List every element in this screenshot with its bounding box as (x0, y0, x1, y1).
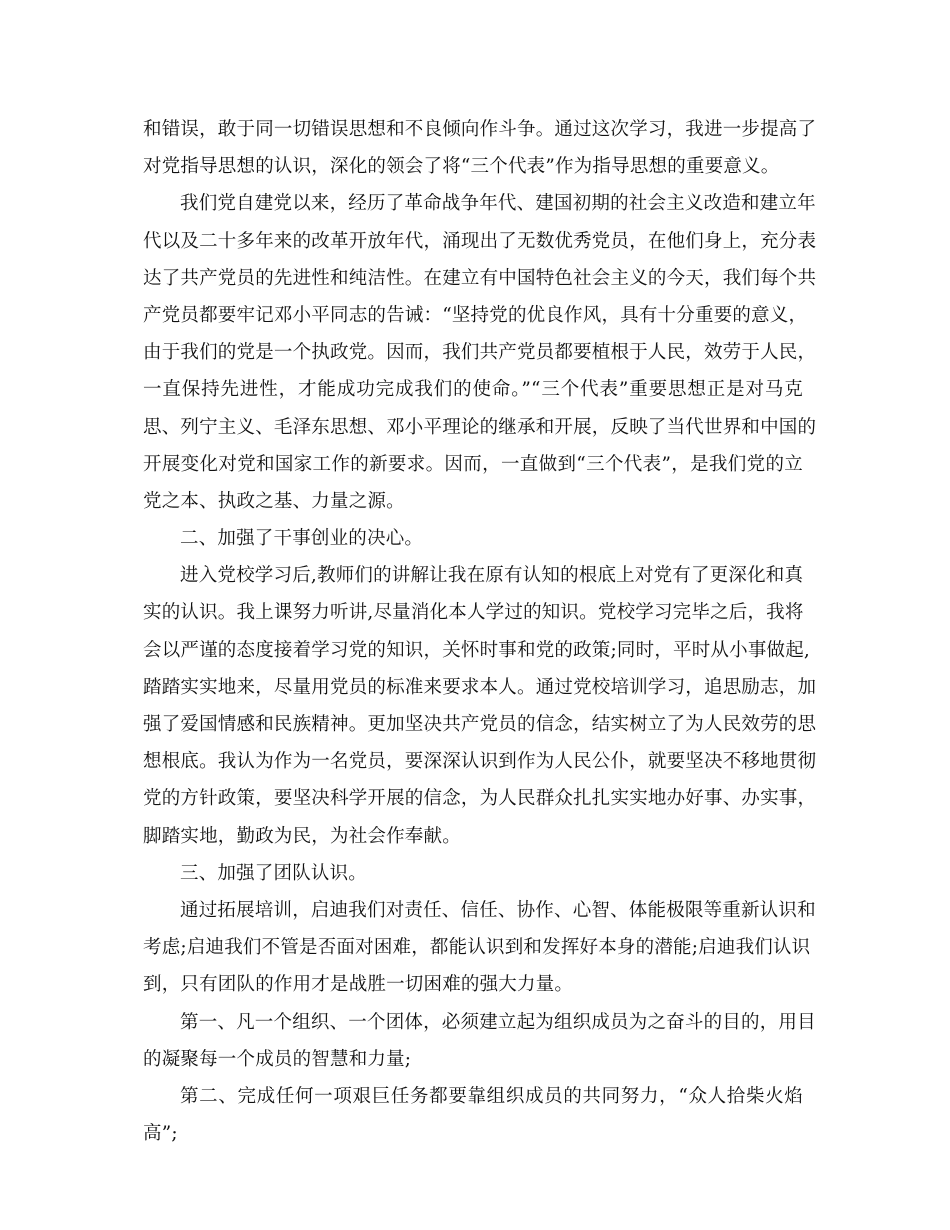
text-line: 和错误，敢于同一切错误思想和不良倾向作斗争。通过这次学习，我进一步提高了 (143, 119, 817, 140)
text-line: 第二、完成任何一项艰巨任务都要靠组织成员的共同努力，“众人拾柴火焰 (180, 1085, 803, 1107)
heading-line: 二、加强了干事创业的决心。 (180, 528, 424, 550)
text-line: 会以严谨的态度接着学习党的知识，关怀时事和党的政策;同时，平时从小事做起, (143, 639, 811, 661)
heading-line: 三、加强了团队认识。 (180, 862, 368, 884)
text-line: 第一、凡一个组织、一个团体，必须建立起为组织成员为之奋斗的目的，用目 (180, 1011, 816, 1033)
text-line: 代以及二十多年来的改革开放年代，涌现出了无数优秀党员，在他们身上，充分表 (143, 230, 817, 252)
paragraph-6 (143, 892, 816, 1004)
text-line: 对党指导思想的认识，深化的领会了将“三个代表”作为指导思想的重要意义。 (143, 156, 780, 178)
text-line: 考虑;启迪我们不管是否面对困难，都能认识到和发挥好本身的潜能;启迪我们认识 (143, 937, 811, 959)
text-line: 进入党校学习后,教师们的讲解让我在原有认知的根底上对党有了更深化和真 (180, 565, 804, 587)
text-line: 由于我们的党是一个执政党。因而，我们共产党员都要植根于人民，效劳于人民， (143, 342, 817, 364)
section-heading-2 (143, 520, 803, 557)
document-body (143, 111, 817, 1152)
text-line: 一直保持先进性，才能成功完成我们的使命。”“三个代表”重要思想正是对马克 (143, 379, 803, 401)
text-line: 达了共产党员的先进性和纯洁性。在建立有中国特色社会主义的今天，我们每个共 (143, 267, 817, 289)
text-line: 高”; (143, 1123, 178, 1145)
text-line: 的凝聚每一个成员的智慧和力量; (143, 1048, 412, 1070)
paragraph-7 (143, 1004, 816, 1078)
text-line: 通过拓展培训，启迪我们对责任、信任、协作、心智、体能极限等重新认识和 (180, 899, 816, 921)
text-line: 强了爱国情感和民族精神。更加坚决共产党员的信念，结实树立了为人民效劳的思 (143, 714, 817, 735)
text-line: 脚踏实地，勤政为民，为社会作奉献。 (143, 825, 461, 847)
text-line: 开展变化对党和国家工作的新要求。因而，一直做到“三个代表”，是我们党的立 (143, 453, 803, 475)
paragraph-4 (143, 557, 817, 855)
text-line: 我们党自建党以来，经历了革命战争年代、建国初期的社会主义改造和建立年 (180, 193, 816, 215)
text-line: 产党员都要牢记邓小平同志的告诫：“坚持党的优良作风，具有十分重要的意义， (143, 304, 808, 326)
text-line: 踏踏实实地来，尽量用党员的标准来要求本人。通过党校培训学习，追思励志，加 (143, 676, 817, 698)
text-line: 思、列宁主义、毛泽东思想、邓小平理论的继承和开展，反映了当代世界和中国的 (143, 416, 817, 438)
text-line: 实的认识。我上课努力听讲,尽量消化本人学过的知识。党校学习完毕之后，我将 (143, 602, 804, 624)
text-line: 想根底。我认为作为一名党员，要深深认识到作为人民公仆，就要坚决不移地贯彻 (143, 751, 817, 773)
text-line: 到，只有团队的作用才是战胜一切困难的强大力量。 (143, 974, 574, 996)
text-line: 党之本、执政之基、力量之源。 (143, 490, 405, 512)
section-heading-3 (143, 855, 803, 892)
paragraph-8 (143, 1078, 803, 1152)
text-line: 党的方针政策，要坚决科学开展的信念，为人民群众扎扎实实地办好事、办实事， (143, 788, 817, 810)
paragraph-2 (143, 185, 817, 520)
paragraph-1 (143, 111, 817, 185)
